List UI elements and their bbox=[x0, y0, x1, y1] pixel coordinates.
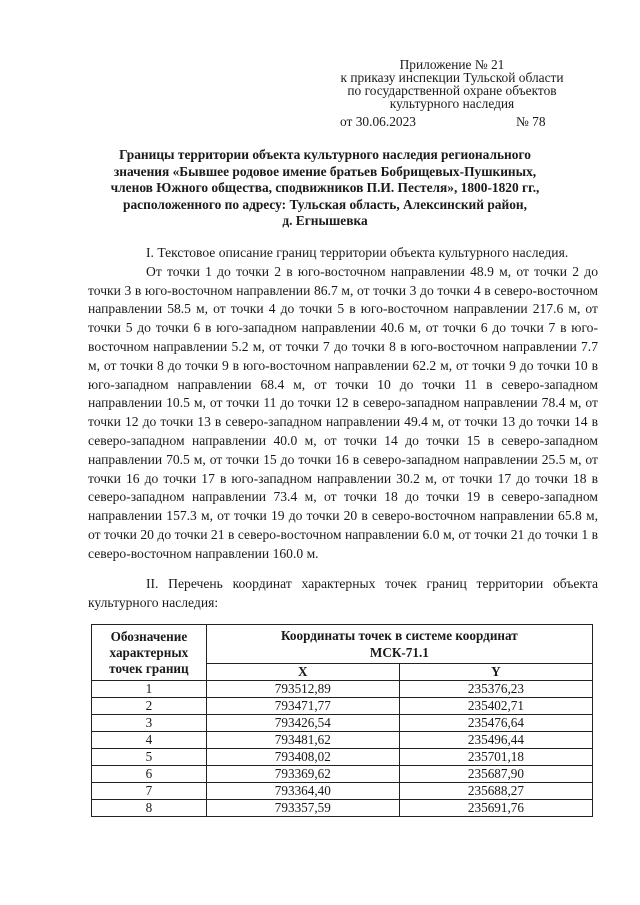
order-date-number bbox=[340, 114, 560, 130]
table-row bbox=[92, 698, 593, 715]
y-coordinate: 235376,23 bbox=[399, 681, 592, 698]
title-line: д. Егнышевка bbox=[282, 213, 368, 229]
appendix-header bbox=[318, 58, 586, 110]
points-column-header: Обозначение характерных точек границ bbox=[92, 625, 207, 681]
section-2-heading: II. Перечень координат характерных точек границ территории объекта культурного наследия: bbox=[88, 576, 598, 610]
x-coordinate: 793369,62 bbox=[206, 766, 399, 783]
y-coordinate: 235701,18 bbox=[399, 749, 592, 766]
x-coordinate: 793426,54 bbox=[206, 715, 399, 732]
table-row bbox=[92, 681, 593, 698]
table-row bbox=[92, 749, 593, 766]
table-row bbox=[92, 783, 593, 800]
section-1-heading: I. Текстовое описание границ территории объекта культурного наследия. bbox=[146, 245, 569, 260]
coordinate-system-header bbox=[206, 625, 592, 664]
title-line: значения «Бывшее родовое имение братьев Бобрищевых-Пушкиных, bbox=[113, 163, 537, 179]
point-number: 5 bbox=[92, 749, 207, 766]
appendix-line: по государственной охране объектов bbox=[347, 83, 557, 98]
y-coordinate: 235476,64 bbox=[399, 715, 592, 732]
table-row bbox=[92, 800, 593, 817]
point-number: 4 bbox=[92, 732, 207, 749]
x-coordinate: 793408,02 bbox=[206, 749, 399, 766]
appendix-line: культурного наследия bbox=[389, 96, 515, 111]
x-coordinate: 793364,40 bbox=[206, 783, 399, 800]
y-coordinate: 235687,90 bbox=[399, 766, 592, 783]
coordinates-table bbox=[91, 624, 593, 817]
document-title bbox=[80, 147, 570, 230]
appendix-line: к приказу инспекции Тульской области bbox=[340, 70, 564, 85]
boundary-description-section bbox=[88, 244, 598, 564]
order-number: № 78 bbox=[516, 114, 546, 129]
y-coordinate: 235402,71 bbox=[399, 698, 592, 715]
point-number: 8 bbox=[92, 800, 207, 817]
point-number: 3 bbox=[92, 715, 207, 732]
coordinate-system-code: МСК-71.1 bbox=[369, 645, 429, 660]
coordinate-system-title: Координаты точек в системе координат bbox=[281, 628, 518, 643]
y-coordinate: 235691,76 bbox=[399, 800, 592, 817]
y-column-header: Y bbox=[399, 664, 592, 681]
title-line: членов Южного общества, сподвижников П.И. Пестеля», 1800-1820 гг., bbox=[110, 180, 540, 196]
y-coordinate: 235496,44 bbox=[399, 732, 592, 749]
section-1-body: От точки 1 до точки 2 в юго-восточном направлении 48.9 м, от точки 2 до точки 3 в юго-восточном направлении 86.7 м, от точки 3 до точки 4 в северо-восточном направлении 58.5 м, от точки 4 до точки 5 в юго-восточном направлении 217.6 м, от точки 5 до точки 6 в юго-западном направлении 40.6 м, от точки 6 до точки 7 в юго-восточном направлении 5.2 м, от точки 7 до точки 8 в юго-восточном направлении 7.7 м, от точки 8 до точки 9 в юго-восточном направлении 62.2 м, от точки 9 до точки 10 в юго-западном направлении 68.4 м, от точки 10 до точки 11 в северо-западном направлении 10.5 м, от точки 11 до точки 12 в северо-западном направлении 78.4 м, от точки 12 до точки 13 в северо-западном направлении 49.4 м, от точки 13 до точки 14 в северо-западном направлении 40.0 м, от точки 14 до точки 15 в северо-западном направлении 70.5 м, от точки 15 до точки 16 в северо-западном направлении 25.5 м, от точки 16 до точки 17 в юго-западном направлении 30.2 м, от точки 17 до точки 18 в северо-западном направлении 73.4 м, от точки 18 до точки 19 в северо-западном направлении 157.3 м, от точки 19 до точки 20 в северо-восточном направлении 65.8 м, от точки 20 до точки 21 в северо-восточном направлении 6.0 м, от точки 21 до точки 1 в северо-восточном направлении 160.0 м. bbox=[88, 263, 598, 561]
x-coordinate: 793357,59 bbox=[206, 800, 399, 817]
table-row bbox=[92, 732, 593, 749]
point-number: 2 bbox=[92, 698, 207, 715]
table-row bbox=[92, 715, 593, 732]
x-coordinate: 793471,77 bbox=[206, 698, 399, 715]
x-column-header: X bbox=[206, 664, 399, 681]
point-number: 6 bbox=[92, 766, 207, 783]
x-coordinate: 793512,89 bbox=[206, 681, 399, 698]
order-date: от 30.06.2023 bbox=[340, 114, 416, 129]
title-line: расположенного по адресу: Тульская область, Алексинский район, bbox=[123, 196, 527, 212]
title-line: Границы территории объекта культурного наследия регионального bbox=[119, 147, 531, 162]
x-coordinate: 793481,62 bbox=[206, 732, 399, 749]
point-number: 1 bbox=[92, 681, 207, 698]
table-row bbox=[92, 766, 593, 783]
y-coordinate: 235688,27 bbox=[399, 783, 592, 800]
point-number: 7 bbox=[92, 783, 207, 800]
appendix-line: Приложение № 21 bbox=[399, 57, 505, 72]
